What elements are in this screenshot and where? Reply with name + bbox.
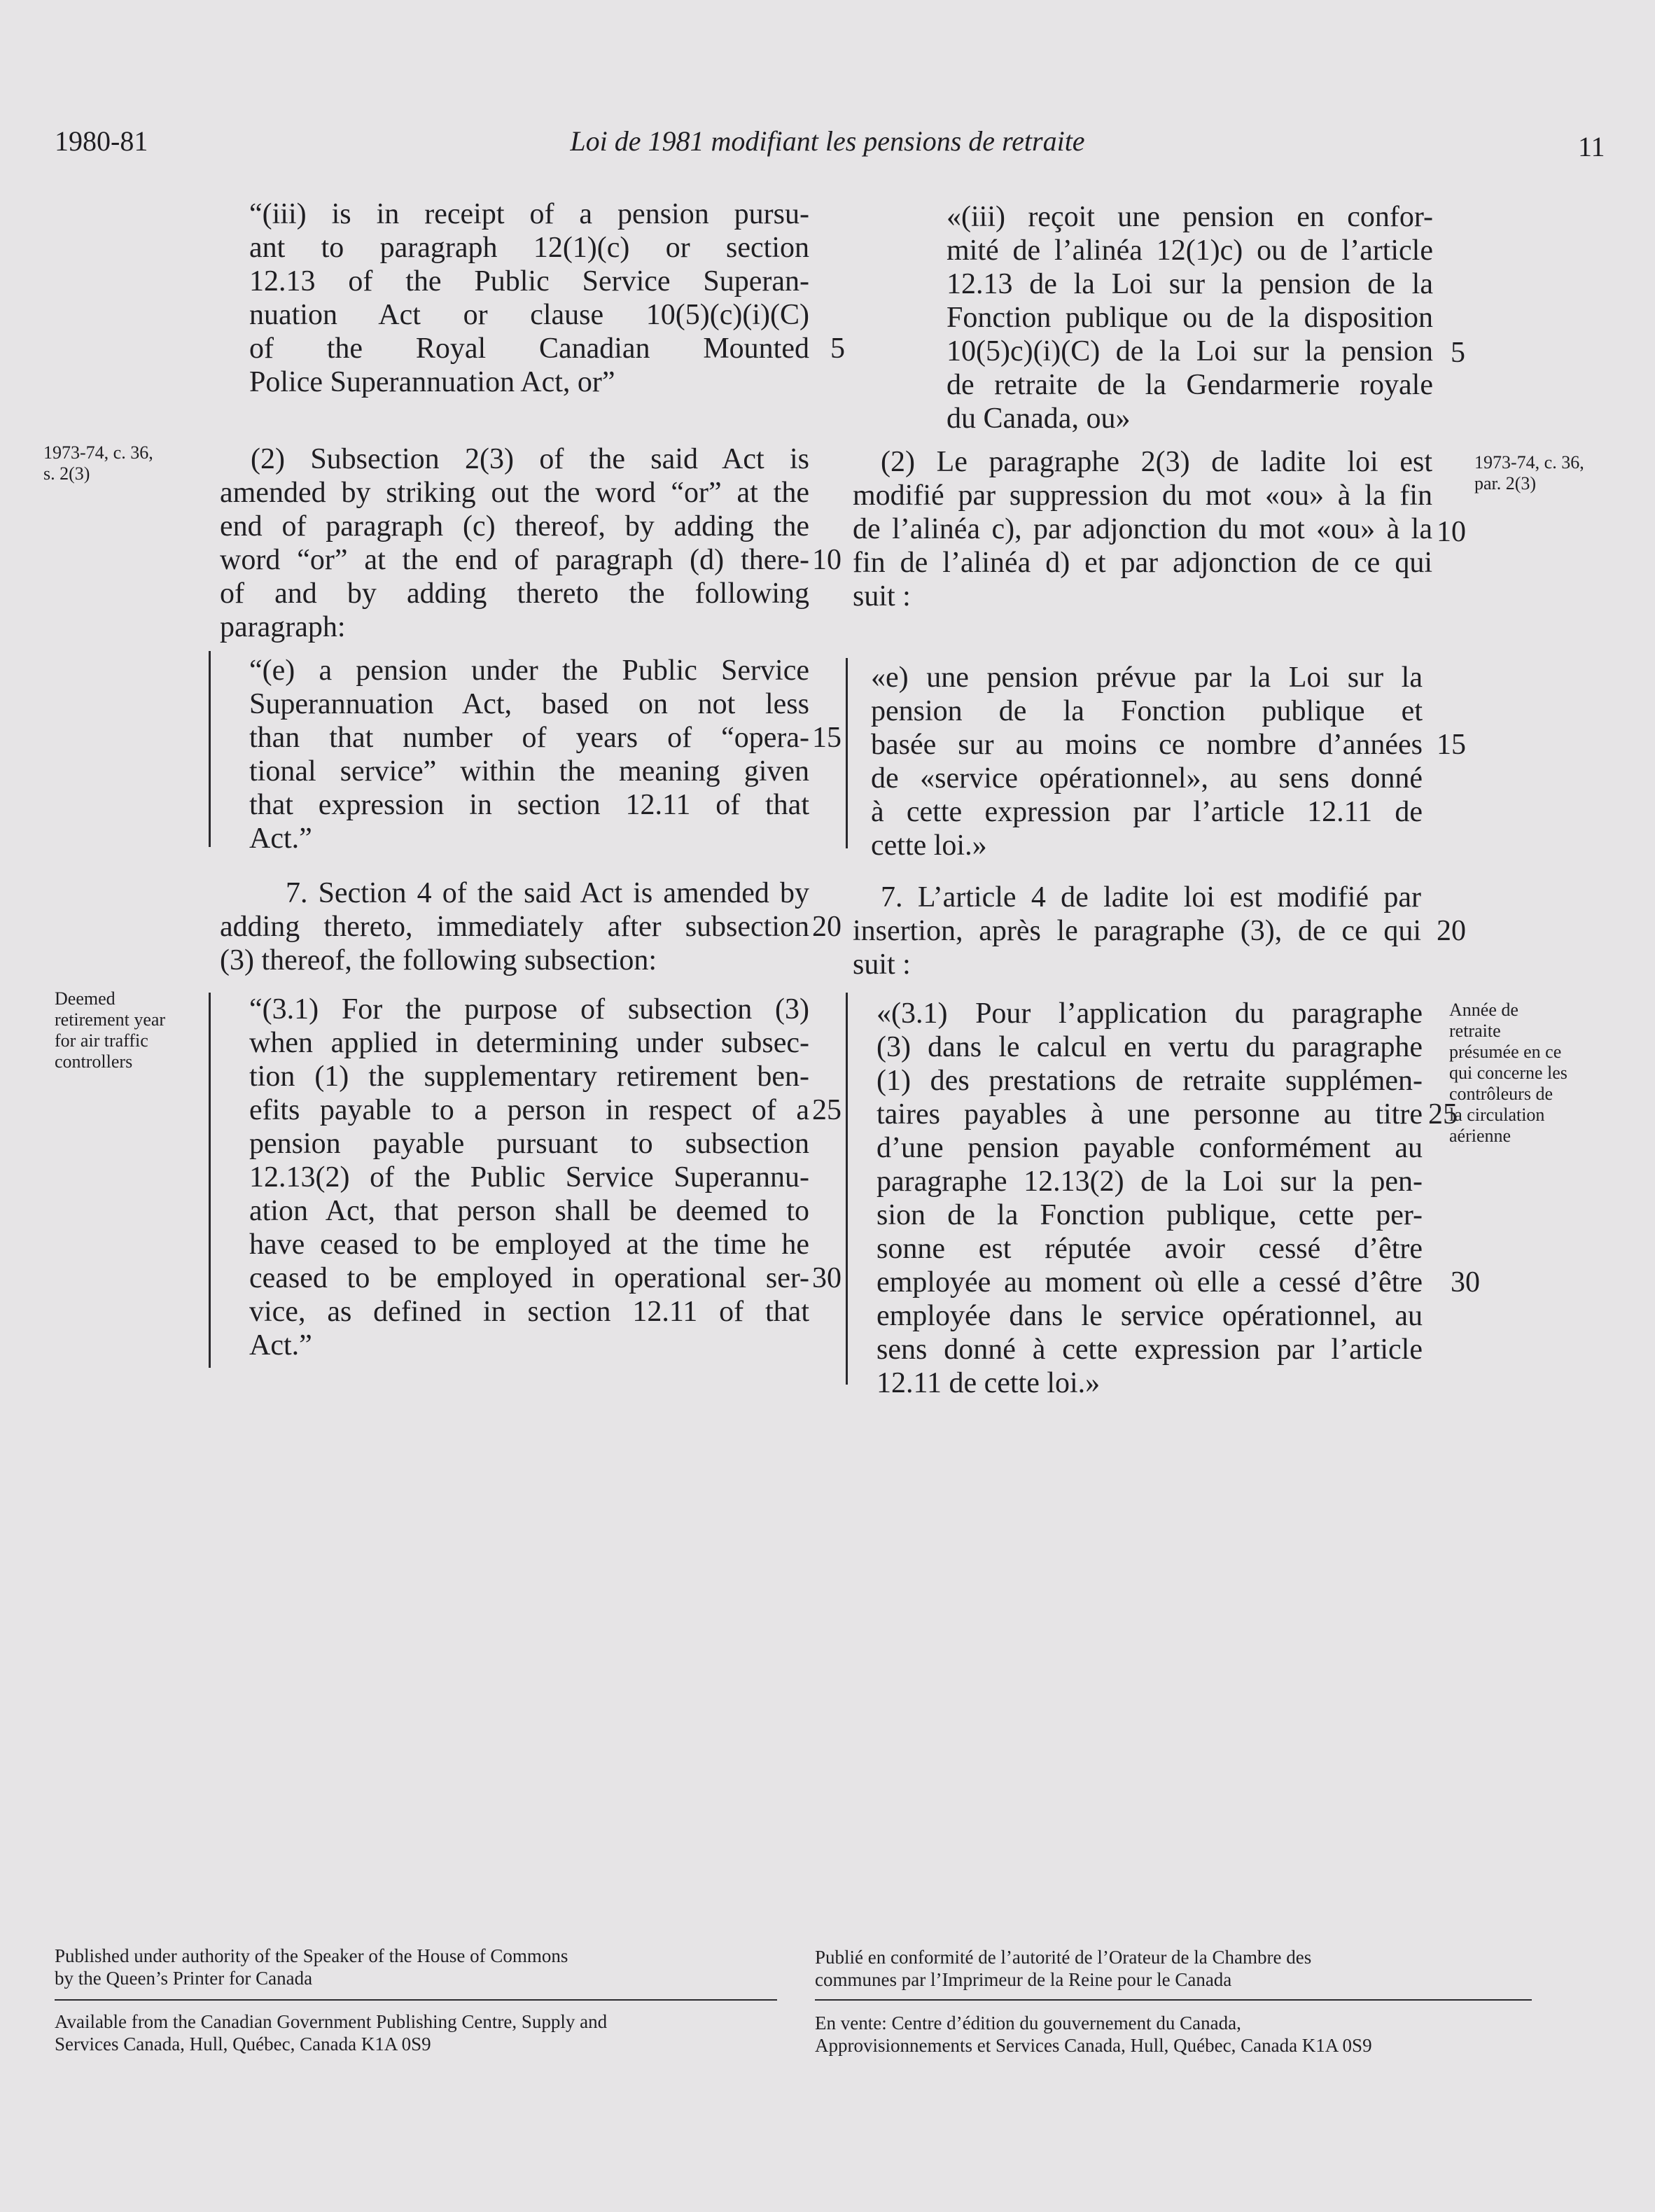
footer-en-available bbox=[55, 2010, 790, 2055]
footer-fr-published bbox=[815, 1946, 1557, 1991]
text-line: de l’alinéa c), par adjonction du mot «ou» à la bbox=[853, 513, 1432, 545]
text-line: 12.13 of the Public Service Superan- bbox=[249, 265, 809, 298]
text-line: vice, as defined in section 12.11 of that bbox=[249, 1296, 809, 1328]
line-number: 25 bbox=[812, 1094, 842, 1126]
footer-line: En vente: Centre d’édition du gouvernement du Canada, bbox=[815, 2012, 1241, 2033]
text-line: (2) Subsection 2(3) of the said Act is bbox=[251, 443, 809, 475]
text-line: of and by adding thereto the following bbox=[220, 578, 809, 610]
en-section-7 bbox=[220, 876, 809, 977]
margin-note-line: contrôleurs de bbox=[1449, 1084, 1553, 1104]
footer-line: Approvisionnements et Services Canada, Hull, Québec, Canada K1A 0S9 bbox=[815, 2035, 1372, 2056]
margin-note-line: par. 2(3) bbox=[1474, 473, 1537, 493]
text-line: modifié par suppression du mot «ou» à la fin bbox=[853, 479, 1432, 512]
margin-note-line: Deemed bbox=[55, 988, 116, 1009]
text-line: 7. L’article 4 de ladite loi est modifié par bbox=[881, 881, 1421, 913]
text-line: “(3.1) For the purpose of subsection (3) bbox=[249, 993, 809, 1026]
en-subsection-2 bbox=[220, 442, 809, 644]
margin-note-line: for air traffic bbox=[55, 1030, 148, 1051]
text-line: Fonction publique ou de la disposition bbox=[947, 302, 1433, 334]
en-margin-note-deemed bbox=[55, 988, 209, 1072]
footer-line: Publié en conformité de l’autorité de l’Orateur de la Chambre des bbox=[815, 1947, 1312, 1968]
text-line: than that number of years of “opera- bbox=[249, 722, 809, 754]
en-margin-note-citation bbox=[43, 442, 204, 484]
text-line: suit : bbox=[853, 948, 911, 981]
text-line: employée dans le service opérationnel, au bbox=[877, 1300, 1423, 1332]
footer-divider-right bbox=[815, 1999, 1532, 2001]
en-paragraph-e bbox=[249, 654, 809, 855]
footer-en-published bbox=[55, 1945, 790, 1989]
text-line: adding thereto, immediately after subsection bbox=[220, 911, 809, 943]
fr-subsection-2 bbox=[853, 445, 1432, 613]
text-line: (1) des prestations de retraite supplémen- bbox=[877, 1065, 1423, 1097]
text-line: tional service” within the meaning given bbox=[249, 755, 809, 788]
line-number: 5 bbox=[1451, 337, 1465, 369]
line-number: 10 bbox=[1437, 516, 1466, 548]
text-line: pension payable pursuant to subsection bbox=[249, 1128, 809, 1160]
text-line: d’une pension payable conformément au bbox=[877, 1132, 1423, 1164]
text-line: ant to paragraph 12(1)(c) or section bbox=[249, 232, 809, 264]
margin-note-line: controllers bbox=[55, 1051, 133, 1072]
text-line: 12.13(2) of the Public Service Superannu- bbox=[249, 1161, 809, 1194]
margin-note-line: la circulation bbox=[1449, 1105, 1545, 1125]
line-number: 30 bbox=[1451, 1266, 1480, 1298]
line-number: 20 bbox=[812, 911, 842, 943]
text-line: Superannuation Act, based on not less bbox=[249, 688, 809, 720]
text-line: mité de l’alinéa 12(1)c) ou de l’article bbox=[947, 234, 1433, 267]
text-line: ceased to be employed in operational ser- bbox=[249, 1262, 809, 1294]
text-line: (3) dans le calcul en vertu du paragraphe bbox=[877, 1031, 1423, 1063]
text-line: ation Act, that person shall be deemed to bbox=[249, 1195, 809, 1227]
text-line: 7. Section 4 of the said Act is amended by bbox=[286, 877, 809, 909]
en-quoted-paragraph-bar bbox=[209, 651, 211, 847]
fr-section-7 bbox=[853, 881, 1421, 981]
text-line: 10(5)c)(i)(C) de la Loi sur la pension bbox=[947, 335, 1433, 368]
line-number: 15 bbox=[812, 722, 842, 754]
footer-line: by the Queen’s Printer for Canada bbox=[55, 1968, 313, 1989]
text-line: of the Royal Canadian Mounted bbox=[249, 332, 809, 365]
text-line: de «service opérationnel», au sens donné bbox=[871, 762, 1423, 794]
text-line: Act.” bbox=[249, 1329, 312, 1362]
line-number: 25 bbox=[1428, 1098, 1458, 1130]
header-year: 1980-81 bbox=[55, 125, 148, 157]
line-number: 20 bbox=[1437, 915, 1466, 947]
text-line: end of paragraph (c) thereof, by adding the bbox=[220, 510, 809, 542]
fr-margin-note-deemed bbox=[1449, 1000, 1624, 1147]
text-line: sion de la Fonction publique, cette per- bbox=[877, 1199, 1423, 1231]
footer-divider-left bbox=[55, 1999, 777, 2001]
text-line: “(iii) is in receipt of a pension pursu- bbox=[249, 198, 809, 230]
margin-note-line: qui concerne les bbox=[1449, 1063, 1567, 1083]
text-line: tion (1) the supplementary retirement ben- bbox=[249, 1060, 809, 1093]
footer-fr-available bbox=[815, 2012, 1557, 2057]
text-line: word “or” at the end of paragraph (d) there- bbox=[220, 544, 809, 576]
text-line: (2) Le paragraphe 2(3) de ladite loi est bbox=[881, 446, 1432, 478]
text-line: nuation Act or clause 10(5)(c)(i)(C) bbox=[249, 299, 809, 331]
en-subsection-3-1 bbox=[249, 993, 809, 1362]
page-number: 11 bbox=[1578, 131, 1605, 162]
text-line: sens donné à cette expression par l’article bbox=[877, 1334, 1423, 1366]
text-line: amended by striking out the word “or” at the bbox=[220, 477, 809, 509]
text-line: efits payable to a person in respect of a bbox=[249, 1094, 809, 1126]
line-number: 10 bbox=[812, 544, 842, 576]
text-line: employée au moment où elle a cessé d’être bbox=[877, 1266, 1423, 1298]
text-line: that expression in section 12.11 of that bbox=[249, 789, 809, 821]
text-line: sonne est réputée avoir cessé d’être bbox=[877, 1233, 1423, 1265]
text-line: taires payables à une personne au titre bbox=[877, 1098, 1423, 1130]
text-line: du Canada, ou» bbox=[947, 402, 1131, 435]
margin-note-line: aérienne bbox=[1449, 1126, 1511, 1146]
text-line: cette loi.» bbox=[871, 830, 987, 862]
text-line: paragraph: bbox=[220, 611, 346, 643]
text-line: paragraphe 12.13(2) de la Loi sur la pen- bbox=[877, 1166, 1423, 1198]
margin-note-line: 1973-74, c. 36, bbox=[43, 442, 153, 463]
fr-subsection-3-1 bbox=[877, 997, 1423, 1400]
footer-line: Published under authority of the Speaker of the House of Commons bbox=[55, 1945, 568, 1966]
text-line: de retraite de la Gendarmerie royale bbox=[947, 369, 1433, 401]
fr-quoted-subsection-bar bbox=[846, 993, 848, 1385]
footer-line: Services Canada, Hull, Québec, Canada K1A 0S9 bbox=[55, 2033, 431, 2054]
fr-paragraph-e bbox=[871, 661, 1423, 862]
header-title: Loi de 1981 modifiant les pensions de retraite bbox=[570, 125, 1085, 157]
text-line: have ceased to be employed at the time he bbox=[249, 1228, 809, 1261]
text-line: pension de la Fonction publique et bbox=[871, 695, 1423, 727]
en-subparagraph-iii bbox=[249, 197, 809, 399]
fr-subparagraph-iii bbox=[947, 200, 1433, 435]
margin-note-line: retraite bbox=[1449, 1021, 1501, 1041]
margin-note-line: Année de bbox=[1449, 1000, 1518, 1020]
text-line: «e) une pension prévue par la Loi sur la bbox=[871, 662, 1423, 694]
footer-line: communes par l’Imprimeur de la Reine pour le Canada bbox=[815, 1969, 1232, 1990]
text-line: “(e) a pension under the Public Service bbox=[249, 654, 809, 687]
margin-note-line: s. 2(3) bbox=[43, 463, 90, 484]
text-line: 12.13 de la Loi sur la pension de la bbox=[947, 268, 1433, 300]
text-line: suit : bbox=[853, 580, 911, 612]
margin-note-line: retirement year bbox=[55, 1009, 166, 1030]
en-quoted-subsection-bar bbox=[209, 993, 211, 1368]
text-line: insertion, après le paragraphe (3), de ce qui bbox=[853, 915, 1421, 947]
line-number: 5 bbox=[830, 332, 845, 365]
text-line: «(3.1) Pour l’application du paragraphe bbox=[877, 997, 1423, 1030]
text-line: Police Superannuation Act, or” bbox=[249, 366, 615, 398]
margin-note-line: 1973-74, c. 36, bbox=[1474, 452, 1584, 472]
text-line: when applied in determining under subsec- bbox=[249, 1027, 809, 1059]
text-line: à cette expression par l’article 12.11 de bbox=[871, 796, 1423, 828]
text-line: basée sur au moins ce nombre d’années bbox=[871, 729, 1423, 761]
fr-margin-note-citation bbox=[1474, 452, 1635, 494]
line-number: 15 bbox=[1437, 729, 1466, 761]
footer-line: Available from the Canadian Government Publishing Centre, Supply and bbox=[55, 2011, 608, 2032]
fr-quoted-paragraph-bar bbox=[846, 658, 848, 848]
text-line: Act.” bbox=[249, 822, 312, 855]
text-line: (3) thereof, the following subsection: bbox=[220, 944, 657, 976]
text-line: 12.11 de cette loi.» bbox=[877, 1367, 1101, 1399]
margin-note-line: présumée en ce bbox=[1449, 1042, 1562, 1062]
text-line: «(iii) reçoit une pension en confor- bbox=[947, 201, 1433, 233]
text-line: fin de l’alinéa d) et par adjonction de ce qui bbox=[853, 547, 1432, 579]
line-number: 30 bbox=[812, 1262, 842, 1294]
